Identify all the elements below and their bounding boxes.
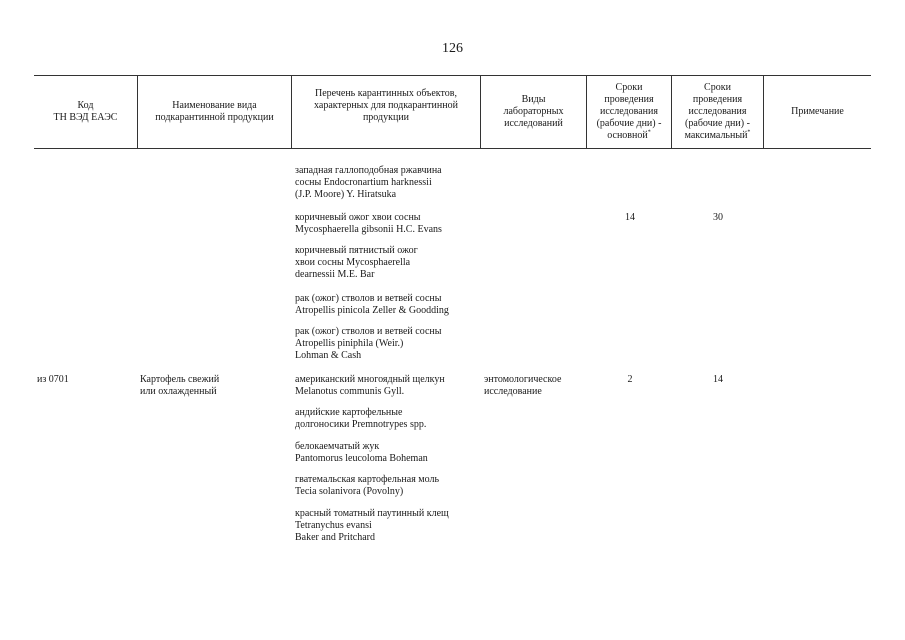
quarantine-object: красный томатный паутинный клещ Tetranychus evansi Baker and Pritchard bbox=[295, 508, 449, 543]
header-term-max-label: Сроки проведения исследования (рабочие дни) - максимальный bbox=[684, 82, 750, 141]
footnote-mark: * bbox=[647, 129, 651, 136]
header-objects bbox=[292, 76, 480, 148]
header-bottom-rule bbox=[34, 148, 871, 149]
quarantine-object: коричневый пятнистый ожог хвои сосны Mycosphaerella dearnessii M.E. Bar bbox=[295, 245, 418, 280]
page-number: 126 bbox=[442, 41, 463, 56]
header-code bbox=[34, 76, 137, 148]
quarantine-object: коричневый ожог хвои сосны Mycosphaerella gibsonii H.C. Evans bbox=[295, 212, 442, 235]
term-max-value: 14 bbox=[713, 374, 723, 385]
header-product-name bbox=[138, 76, 291, 148]
quarantine-object: гватемальская картофельная моль Tecia solanivora (Povolny) bbox=[295, 474, 440, 497]
header-code-label: Код ТН ВЭД ЕАЭС bbox=[53, 100, 118, 123]
term-main-value: 14 bbox=[625, 212, 635, 223]
footnote-mark: * bbox=[747, 129, 751, 136]
term-main-value: 2 bbox=[627, 374, 633, 385]
header-term-max bbox=[672, 76, 763, 148]
header-product-name-label: Наименование вида подкарантинной продукции bbox=[155, 100, 274, 123]
header-note-label: Примечание bbox=[791, 106, 844, 117]
quarantine-object: западная галлоподобная ржавчина сосны Endocronartium harknessii (J.P. Moore) Y. Hiratsuka bbox=[295, 165, 442, 200]
product-name: Картофель свежий или охлажденный bbox=[140, 374, 220, 397]
header-term-main-label: Сроки проведения исследования (рабочие дни) - основной bbox=[596, 82, 662, 141]
header-term-main bbox=[587, 76, 671, 148]
quarantine-object: белокаемчатый жук Pantomorus leucoloma Boheman bbox=[295, 441, 428, 464]
term-max-value: 30 bbox=[713, 212, 723, 223]
quarantine-object: андийские картофельные долгоносики Premnotrypes spp. bbox=[295, 407, 427, 430]
quarantine-object: американский многоядный щелкун Melanotus communis Gyll. bbox=[295, 374, 445, 397]
header-objects-label: Перечень карантинных объектов, характерных для подкарантинной продукции bbox=[314, 88, 458, 123]
quarantine-object: рак (ожог) стволов и ветвей сосны Atropellis piniphila (Weir.) Lohman & Cash bbox=[295, 326, 442, 361]
quarantine-object: рак (ожог) стволов и ветвей сосны Atropellis pinicola Zeller & Goodding bbox=[295, 293, 449, 316]
lab-research-type: энтомологическое исследование bbox=[484, 374, 562, 397]
header-lab-types bbox=[481, 76, 586, 148]
header-note bbox=[764, 76, 871, 148]
tn-ved-code: из 0701 bbox=[37, 374, 69, 385]
header-lab-types-label: Виды лабораторных исследований bbox=[503, 94, 564, 129]
